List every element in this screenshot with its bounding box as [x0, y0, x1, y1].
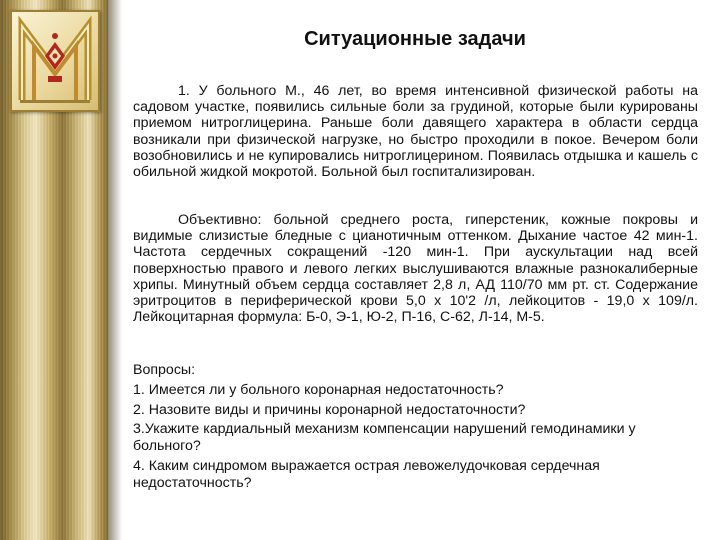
- questions-list: [133, 362, 653, 492]
- question-item-1: 1. Имеется ли у больного коронарная недостаточность?: [133, 381, 504, 398]
- page-title: Ситуационные задачи: [304, 28, 526, 50]
- monogram-logo-icon: [10, 10, 100, 112]
- question-item-3: 3.Укажите кардиальный механизм компенсации нарушений гемодинамики у больного?: [133, 421, 636, 455]
- gold-bar-shadow: [108, 0, 122, 540]
- question-item-2: 2. Назовите виды и причины коронарной недостаточности?: [133, 401, 526, 418]
- question-item-4: 4. Каким синдромом выражается острая левожелудочковая сердечная недостаточность?: [133, 457, 600, 491]
- objective-paragraph: Объективно: больной среднего роста, гиперстеник, кожные покровы и видимые слизистые бледные с цианотичным оттенком. Дыхание частое 42 мин-1. Частота сердечных сокращений -120 мин-1. При аускультации над всей поверхностью правого и левого легких выслушиваются влажные разнокалиберные хрипы. Минутный объем сердца составляет 2,8 л, АД 110/70 мм рт. ст. Содержание эритроцитов в периферической крови 5,0 х 10'2 /л, лейкоцитов - 19,0 х 109/л. Лейкоцитарная формула: Б-0, Э-1, Ю-2, П-16, С-62, Л-14, М-5.: [133, 212, 698, 326]
- questions-heading: Вопросы:: [133, 362, 196, 378]
- case-paragraph: 1. У больного М., 46 лет, во время интенсивной физической работы на садовом участке, появились сильные боли за грудиной, которые были курированы приемом нитроглицерина. Раньше боли давящего характера в области сердца возникали при физической нагрузке, но быстро проходили в покое. Вечером боли возобновились и не купировались нитроглицерином. Появилась отдышка и кашель с обильной жидкой мокротой. Больной был госпитализирован.: [133, 83, 698, 181]
